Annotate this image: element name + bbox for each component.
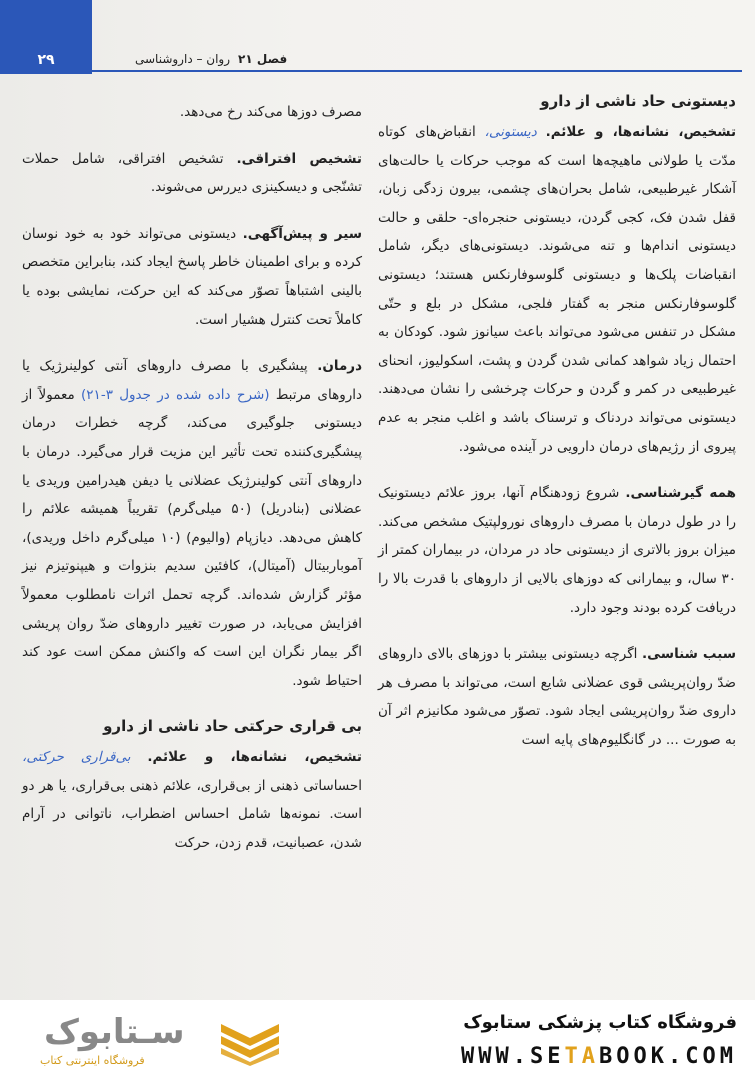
paragraph-text: دیستونی می‌تواند خود به خود نوسان کرده و برای اطمینان خاطر پاسخ ایجاد کند، بنابراین متخصص بالینی اشتباهاً تصوّر می‌کند که این حرکت، نمایشی بوده یا کاملاً تحت کنترل هشیار است. xyxy=(22,225,362,328)
paragraph-epidemiology xyxy=(378,479,736,622)
paragraph-lead: تشخیص، نشانه‌ها، و علائم. xyxy=(147,749,363,766)
section-title: دیستونی حاد ناشی از دارو xyxy=(540,92,736,110)
paragraph-lead: همه گیرشناسی. xyxy=(625,485,736,502)
url-highlight: TA xyxy=(564,1044,600,1069)
url-part: BOOK.COM xyxy=(599,1044,737,1069)
left-column xyxy=(22,98,362,876)
store-banner xyxy=(0,1000,755,1080)
paragraph-lead: سبب شناسی. xyxy=(642,646,737,663)
paragraph-text: معمولاً از دیستونی جلوگیری می‌کند، گرچه خطرات درمان پیشگیری‌کننده تحت تأثیر این مزیت قرار می‌گیرد. درمان با داروهای آنتی کولینرژیک عضلانی یا دیفن هیدرامین وریدی یا عضلانی (بنادریل) (۵۰ میلی‌گرم) تقریباً همیشه علائم را کاهش می‌دهد. دیازپام (والیوم) (۱۰ میلی‌گرم داخل وریدی)، آموباربیتال (آمیتال)، کافئین سدیم بنزوات و هیپنوتیزم نیز مؤثر گزارش شده‌اند. گرچه تحمل اثرات نامطلوب معمولاً افزایش می‌یابد، در صورت تغییر داروهای ضدّ روان پریشی اگر بیمار نگران این است که واکنش ممکن است عود کند احتیاط شود. xyxy=(22,386,363,689)
page-header xyxy=(0,0,755,80)
paragraph-lead: تشخیص افتراقی. xyxy=(236,150,363,167)
chapter-heading xyxy=(135,52,287,66)
header-rule xyxy=(92,70,742,72)
paragraph-lead: سیر و پیش‌آگهی. xyxy=(242,225,362,242)
url-part: WWW.SE xyxy=(461,1044,565,1069)
chapter-title: روان – داروشناسی xyxy=(135,52,231,66)
store-logo-subtitle: فروشگاه اینترنتی کتاب xyxy=(40,1054,145,1067)
table-reference-link[interactable]: (شرح داده شده در جدول ۳-۲۱) xyxy=(81,386,270,403)
paragraph-text: احساساتی ذهنی از بی‌قراری، علائم ذهنی بی‌قراری، یا هر دو است. نمونه‌ها شامل احساس اضطراب، ناتوانی در آرام شدن، عصبانیت، قدم زدن، حرکت xyxy=(22,777,362,852)
paragraph-text: انقباض‌های کوتاه مدّت یا طولانی ماهیچه‌ها است که موجب حرکات یا حالت‌های آشکار غیرطبیعی، شامل بحران‌های چشمی، بیرون زدگی زبان، قفل شدن فک، کجی گردن، دیستونی حنجره‌ای- حلقی و حالت دیستونی اندام‌ها و تنه می‌شوند. دیستونی‌های دیگر، شامل انقباضات پلک‌ها و دیستونی گلوسوفارنکس هستند؛ دیستونی گلوسوفارنکس منجر به گفتار فلجی، مشکل در بلع و حتّی مشکل در تنفس می‌شود می‌تواند باعث سیانوز شود. کودکان به احتمال زیاد شواهد کمانی شدن گردن و پشت، اسکولیوز، انحنای غیرطبیعی در کمر و گردن و حرکات چرخشی را نشان می‌دهند. دیستونی می‌تواند دردناک و ترسناک باشد و اغلب منجر به عدم پیروی از رژیم‌های درمان دارویی در آینده می‌شود. xyxy=(378,124,736,455)
paragraph-diagnosis xyxy=(378,118,736,461)
page-number: ۲۹ xyxy=(37,52,55,68)
store-logo: سـتابوک xyxy=(44,1012,185,1052)
paragraph-lead: درمان. xyxy=(317,358,362,375)
term: بی‌قراری حرکتی، xyxy=(22,749,131,766)
paragraph-text: شروع زودهنگام آنها، بروز علائم دیستونیک را در طول درمان با مصرف داروهای نورولپتیک مشخص می‌کند. میزان بروز بالاتری از دیستونی حاد در مردان، در بیماران کمتر از ۳۰ سال، و بیمارانی که دوزهای بالایی از داروهای با قدرت بالا را دریافت کرده بودند وجود دارد. xyxy=(378,485,736,616)
store-title: فروشگاه کتاب پزشکی ستابوک xyxy=(463,1012,737,1033)
paragraph-continued: مصرف دوزها می‌کند رخ می‌دهد. xyxy=(179,104,362,120)
right-column xyxy=(378,88,736,772)
books-icon xyxy=(215,1016,285,1066)
paragraph-etiology xyxy=(378,640,736,754)
term: دیستونی، xyxy=(484,124,537,140)
paragraph-text: اگرچه دیستونی بیشتر با دوزهای بالای داروهای ضدّ روان‌پریشی قوی عضلانی شایع است، می‌تواند با مصرف هر داروی ضدّ روان‌پریشی ایجاد شود. تصوّر می‌شود مکانیزم اثر آن به صورت ... در گانگلیوم‌های پایه است xyxy=(378,646,736,748)
chapter-label: فصل ۲۱ xyxy=(238,52,288,66)
paragraph-text: پیشگیری با مصرف داروهای آنتی کولینرژیک یا داروهای مرتبط xyxy=(22,358,363,403)
paragraph-treatment xyxy=(22,352,362,695)
paragraph-text: تشخیص افتراقی، شامل حملات تشنّجی و دیسکینزی دیررس می‌شوند. xyxy=(22,150,362,196)
paragraph-akathisia xyxy=(22,743,362,857)
paragraph-lead: تشخیص، نشانه‌ها، و علائم. xyxy=(545,124,737,140)
paragraph-differential xyxy=(22,145,362,202)
paragraph-course xyxy=(22,220,362,334)
section-title: بی قراری حرکتی حاد ناشی از دارو xyxy=(103,717,362,736)
store-url[interactable] xyxy=(461,1044,737,1069)
